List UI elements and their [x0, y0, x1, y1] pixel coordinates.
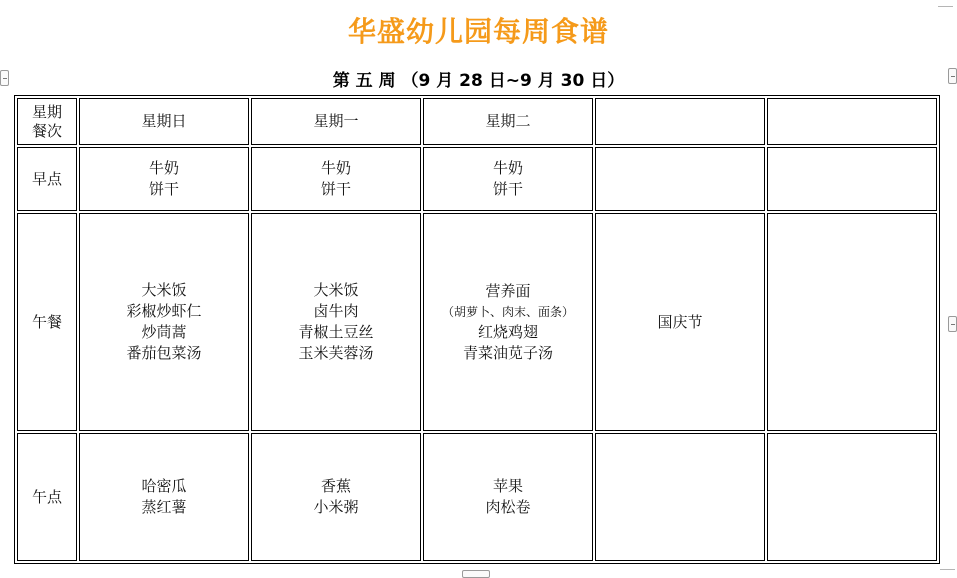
dish-item: 玉米芙蓉汤	[298, 344, 374, 362]
dish-item: 番茄包菜汤	[126, 344, 202, 362]
right-edge-handle-top[interactable]	[948, 68, 957, 84]
dish-item: 牛奶	[492, 159, 523, 177]
menu-cell	[595, 147, 765, 211]
menu-cell	[423, 213, 593, 431]
day-header-cell	[767, 98, 937, 145]
dish-item: 卤牛肉	[313, 302, 359, 320]
dish-item: 青椒土豆丝	[298, 323, 374, 341]
meal-label-cell: 午餐	[17, 213, 77, 431]
dish-item: 青菜油苋子汤	[462, 343, 553, 362]
meal-label-cell: 午点	[17, 433, 77, 561]
bottom-edge-handle[interactable]	[462, 570, 490, 578]
week-subtitle: 第 五 周 （9 月 28 日~9 月 30 日）	[332, 71, 625, 91]
dish-item: 小米粥	[313, 498, 359, 516]
day-header-cell: 星期二	[423, 98, 593, 145]
menu-cell	[79, 433, 249, 561]
menu-cell	[423, 433, 593, 561]
corner-label-weekday: 星期	[31, 102, 62, 121]
left-edge-handle[interactable]	[0, 70, 9, 86]
menu-cell	[595, 213, 765, 431]
dish-item: 营养面	[485, 281, 531, 300]
dish-item: 饼干	[320, 180, 351, 198]
dish-item: 哈密瓜	[141, 477, 187, 495]
dish-item: 大米饭	[141, 281, 187, 299]
page-corner-marker	[938, 6, 953, 7]
menu-cell	[79, 147, 249, 211]
table-header-row	[17, 98, 937, 145]
meal-label-cell: 早点	[17, 147, 77, 211]
menu-title: 华盛幼儿园每周食谱	[347, 15, 609, 48]
menu-cell	[423, 147, 593, 211]
corner-header-cell	[17, 98, 77, 145]
dish-item: 炒茼蒿	[141, 323, 187, 341]
day-header-cell: 星期一	[251, 98, 421, 145]
dish-item: 肉松卷	[485, 498, 531, 516]
dish-item: 牛奶	[148, 159, 179, 177]
dish-item: 苹果	[492, 477, 523, 495]
menu-cell	[595, 433, 765, 561]
dish-item: 香蕉	[320, 477, 351, 495]
page-corner-marker-bottom	[940, 569, 955, 570]
dish-item: 蒸红薯	[141, 498, 187, 516]
day-header-cell: 星期日	[79, 98, 249, 145]
corner-label-meal: 餐次	[31, 121, 62, 140]
table-row	[17, 147, 937, 211]
table-row	[17, 433, 937, 561]
menu-cell	[251, 213, 421, 431]
menu-cell	[251, 147, 421, 211]
right-edge-handle-middle[interactable]	[948, 316, 957, 332]
menu-cell	[251, 433, 421, 561]
dish-item: 红烧鸡翅	[477, 322, 538, 341]
table-row	[17, 213, 937, 431]
dish-item: 彩椒炒虾仁	[126, 302, 202, 320]
weekly-menu-table	[14, 95, 940, 564]
dish-item: 饼干	[148, 180, 179, 198]
menu-cell	[767, 147, 937, 211]
menu-cell	[79, 213, 249, 431]
dish-item: 大米饭	[313, 281, 359, 299]
dish-item: 饼干	[492, 180, 523, 198]
menu-cell	[767, 433, 937, 561]
dish-ingredients-note: （胡萝卜、肉末、面条）	[441, 304, 574, 319]
dish-item: 国庆节	[657, 312, 703, 331]
day-header-cell	[595, 98, 765, 145]
menu-cell	[767, 213, 937, 431]
dish-item: 牛奶	[320, 159, 351, 177]
